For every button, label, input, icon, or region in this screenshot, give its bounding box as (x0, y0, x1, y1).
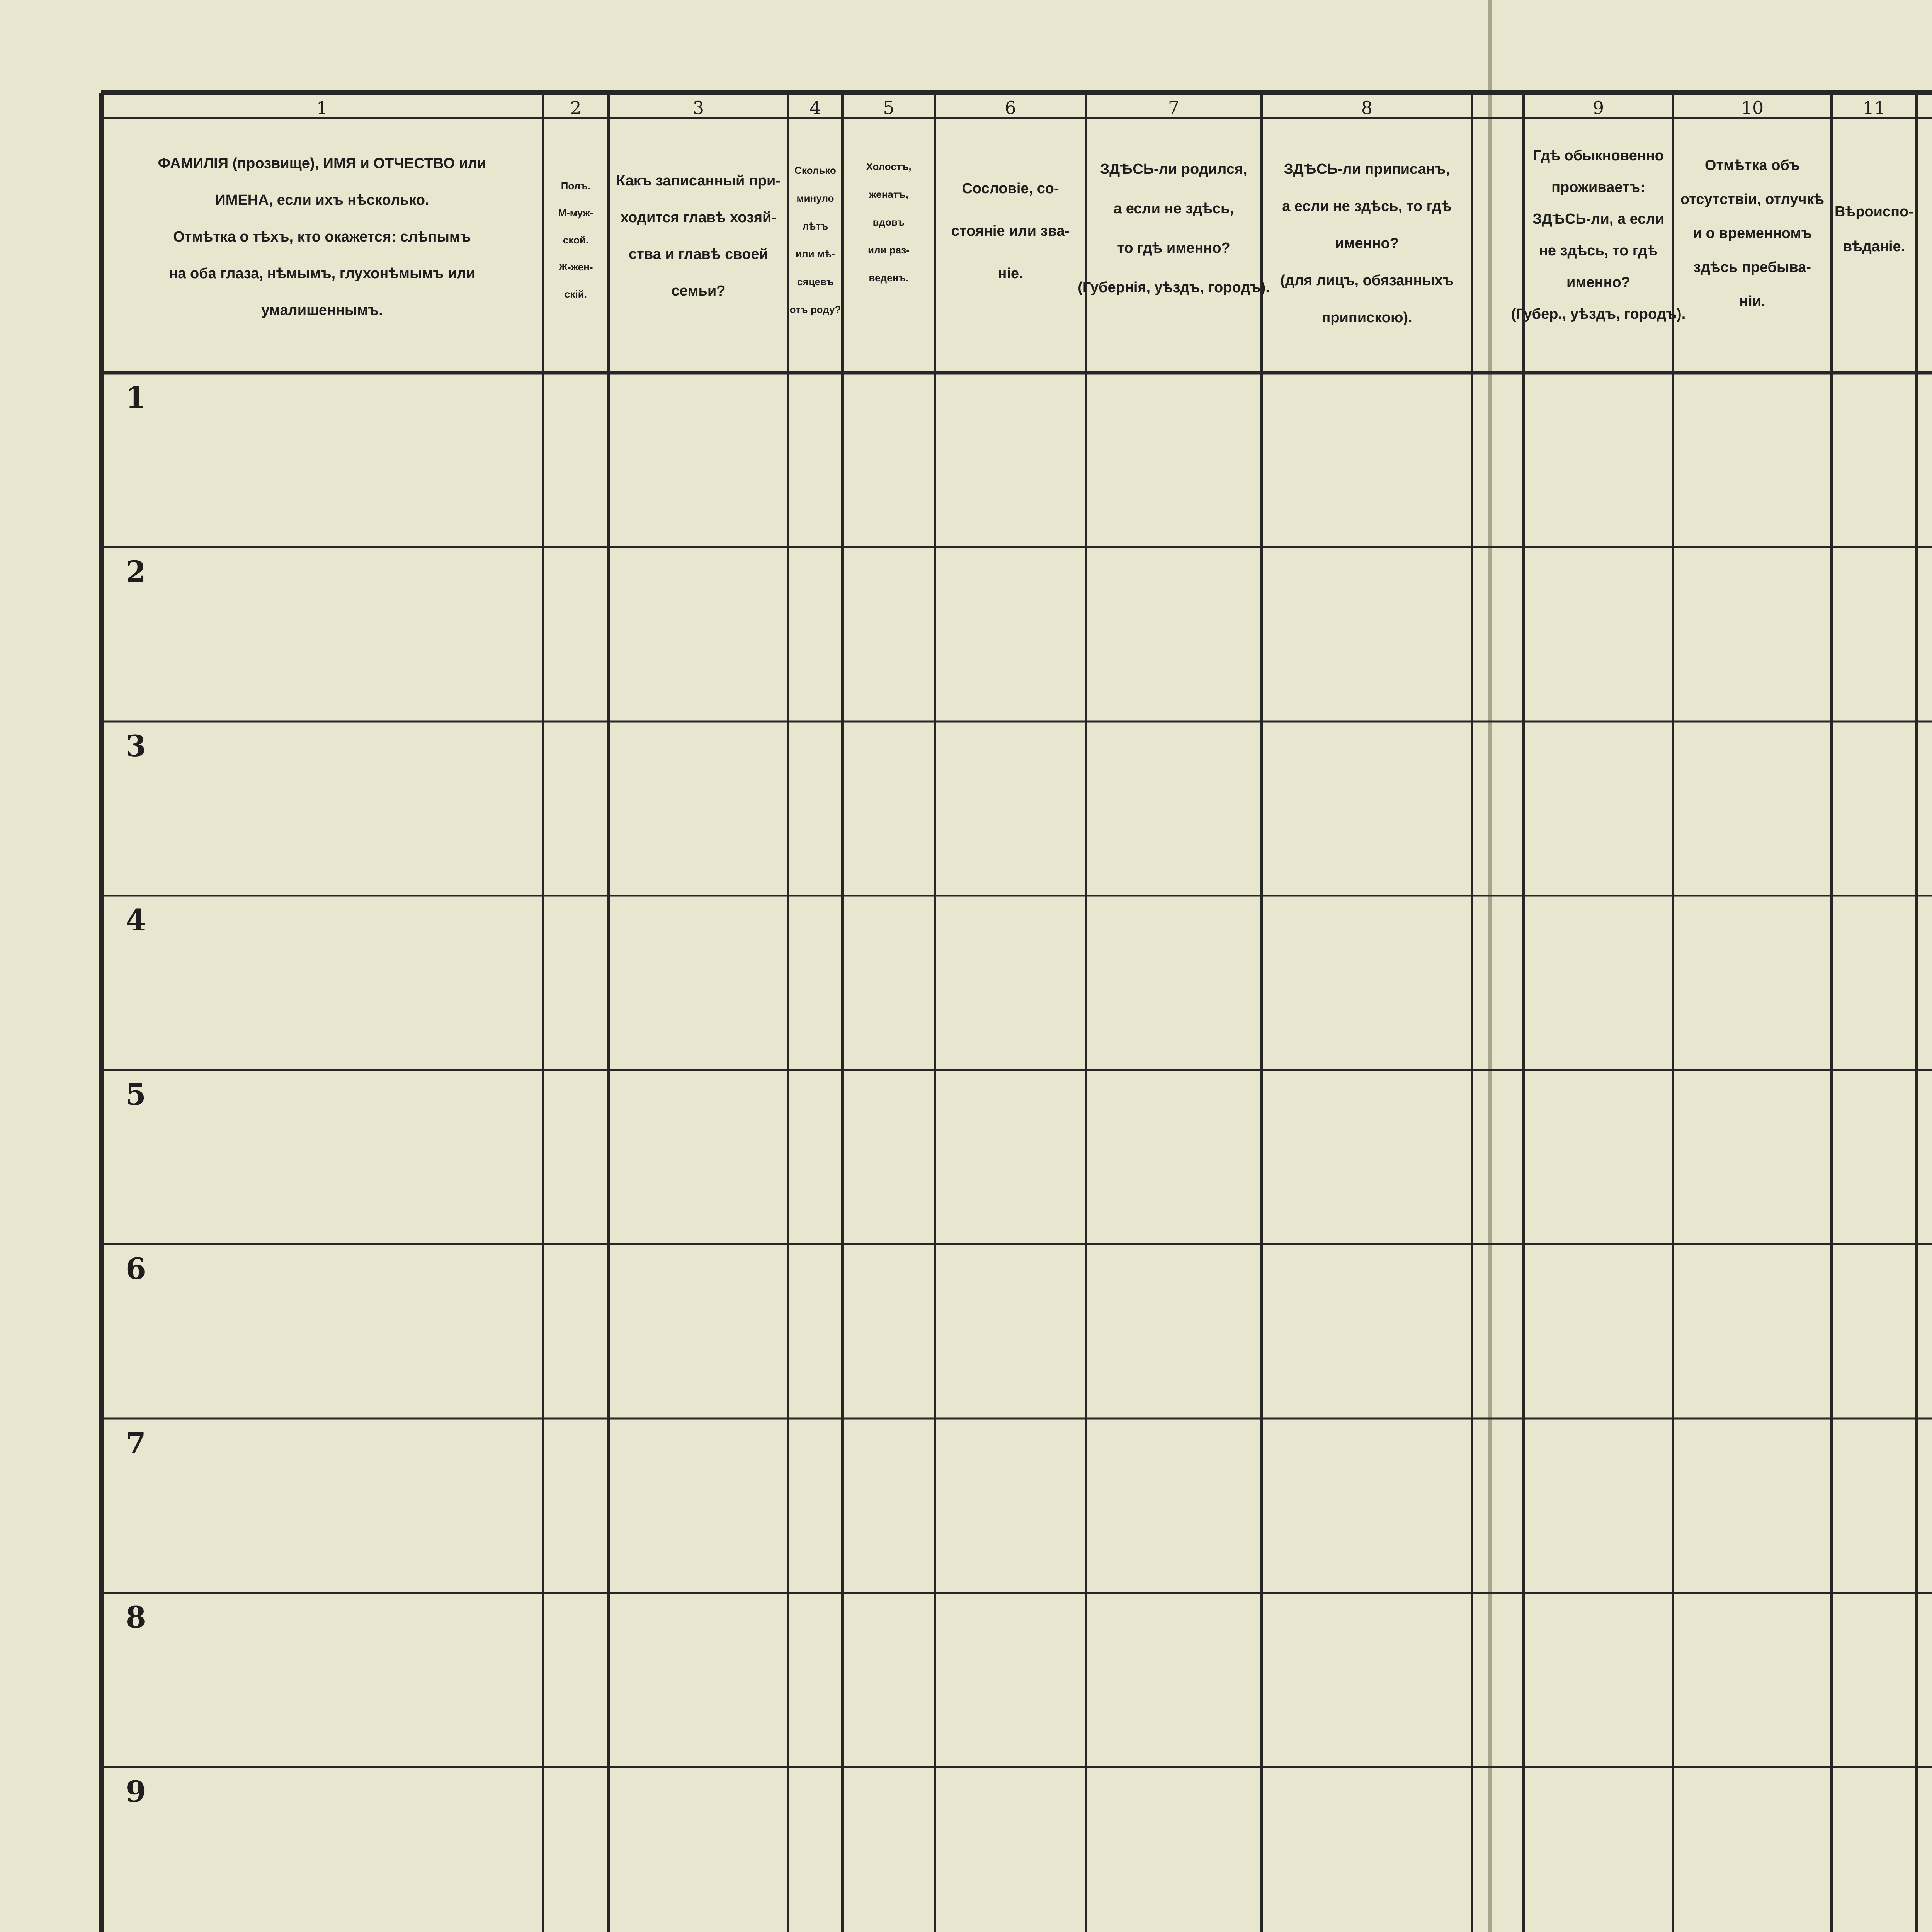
row-number: 6 (126, 1252, 146, 1286)
column-header-text: ИМЕНА, если ихъ нѣсколько. (215, 192, 429, 208)
column-header-text: Какъ записанный при- (616, 173, 781, 189)
column-number: 2 (570, 97, 582, 118)
column-header-text: вдовъ (872, 216, 905, 228)
column-header-text: ской. (563, 234, 589, 246)
column-header-text: минуло (796, 192, 834, 204)
column-header-text: именно? (1566, 274, 1630, 291)
column-header-text: женатъ, (869, 189, 908, 200)
column-number: 7 (1168, 97, 1180, 118)
column-header-text: (для лицъ, обязанныхъ (1280, 272, 1454, 289)
column-header-text: умалишеннымъ. (261, 302, 383, 318)
row-number: 4 (126, 903, 146, 937)
column-header-text: ніи. (1739, 293, 1765, 310)
column-header-text: или раз- (868, 244, 910, 256)
column-header-text: ЗДѢСЬ-ли приписанъ, (1284, 161, 1450, 177)
column-header-text: Гдѣ обыкновенно (1533, 148, 1664, 164)
column-number: 8 (1361, 97, 1373, 118)
column-header-text: ства и главѣ своей (629, 246, 768, 262)
column-header-text: Холостъ, (866, 161, 912, 172)
column-header-text: именно? (1335, 235, 1399, 252)
column-header-text: на оба глаза, нѣмымъ, глухонѣмымъ или (169, 265, 475, 282)
row-number: 8 (126, 1600, 146, 1634)
column-number: 9 (1592, 97, 1604, 118)
column-header-text: Вѣроиспо- (1835, 204, 1913, 220)
column-number: 10 (1741, 97, 1764, 118)
column-header-text: Сословіе, со- (962, 180, 1059, 197)
column-header-text: то гдѣ именно? (1117, 240, 1230, 256)
row-number: 9 (126, 1774, 146, 1809)
column-header-text: а если не здѣсь, (1114, 201, 1234, 217)
column-header-text: и о временномъ (1692, 225, 1812, 242)
column-header-text: проживаетъ: (1551, 179, 1645, 196)
column-header-text: веденъ. (869, 272, 909, 284)
row-number: 1 (126, 380, 146, 415)
column-header-text: лѣтъ (802, 220, 828, 232)
row-number: 5 (126, 1077, 146, 1112)
column-header-text: сяцевъ (797, 276, 834, 287)
column-header-text: Полъ. (561, 180, 591, 192)
column-header-text: Сколько (794, 165, 836, 176)
column-header-text: М-муж- (558, 207, 594, 219)
column-header-text: ніе. (998, 265, 1023, 282)
column-number: 4 (810, 97, 821, 118)
row-number: 2 (126, 554, 146, 589)
column-header-text: здѣсь пребыва- (1693, 259, 1811, 276)
column-number: 5 (883, 97, 895, 118)
column-header-text: припискою). (1321, 310, 1412, 326)
column-header-text: (Губернія, уѣздъ, городъ). (1078, 279, 1270, 296)
column-header-text: вѣданіе. (1843, 238, 1905, 255)
column-header-text: не здѣсь, то гдѣ (1539, 243, 1658, 259)
column-number: 3 (692, 97, 704, 118)
column-header-text: Отмѣтка о тѣхъ, кто окажется: слѣпымъ (173, 229, 471, 245)
column-header-text: стояніе или зва- (951, 223, 1070, 239)
row-number: 3 (126, 729, 146, 763)
column-header-text: ЗДѢСЬ-ли, а если (1532, 211, 1664, 227)
column-header-text: ходится главѣ хозяй- (620, 209, 777, 226)
column-header-text: ЗДѢСЬ-ли родился, (1100, 161, 1247, 177)
column-header-text: (Губер., уѣздъ, городъ). (1511, 306, 1686, 322)
column-header-text: семьи? (671, 283, 726, 299)
column-number: 1 (316, 97, 328, 118)
column-header-text: отъ роду? (789, 304, 841, 315)
column-header-text: скій. (565, 288, 587, 300)
column-header-text: Ж-жен- (558, 261, 593, 273)
column-header-text: а если не здѣсь, то гдѣ (1282, 198, 1452, 214)
row-number: 7 (126, 1426, 146, 1460)
column-header-text: Отмѣтка объ (1704, 157, 1800, 173)
column-header-text: или мѣ- (796, 248, 835, 260)
column-number: 11 (1862, 97, 1886, 118)
column-header-text: отсутствіи, отлучкѣ (1680, 191, 1825, 207)
column-header-text: ФАМИЛІЯ (прозвище), ИМЯ и ОТЧЕСТВО или (158, 155, 486, 172)
column-number: 6 (1005, 97, 1016, 118)
